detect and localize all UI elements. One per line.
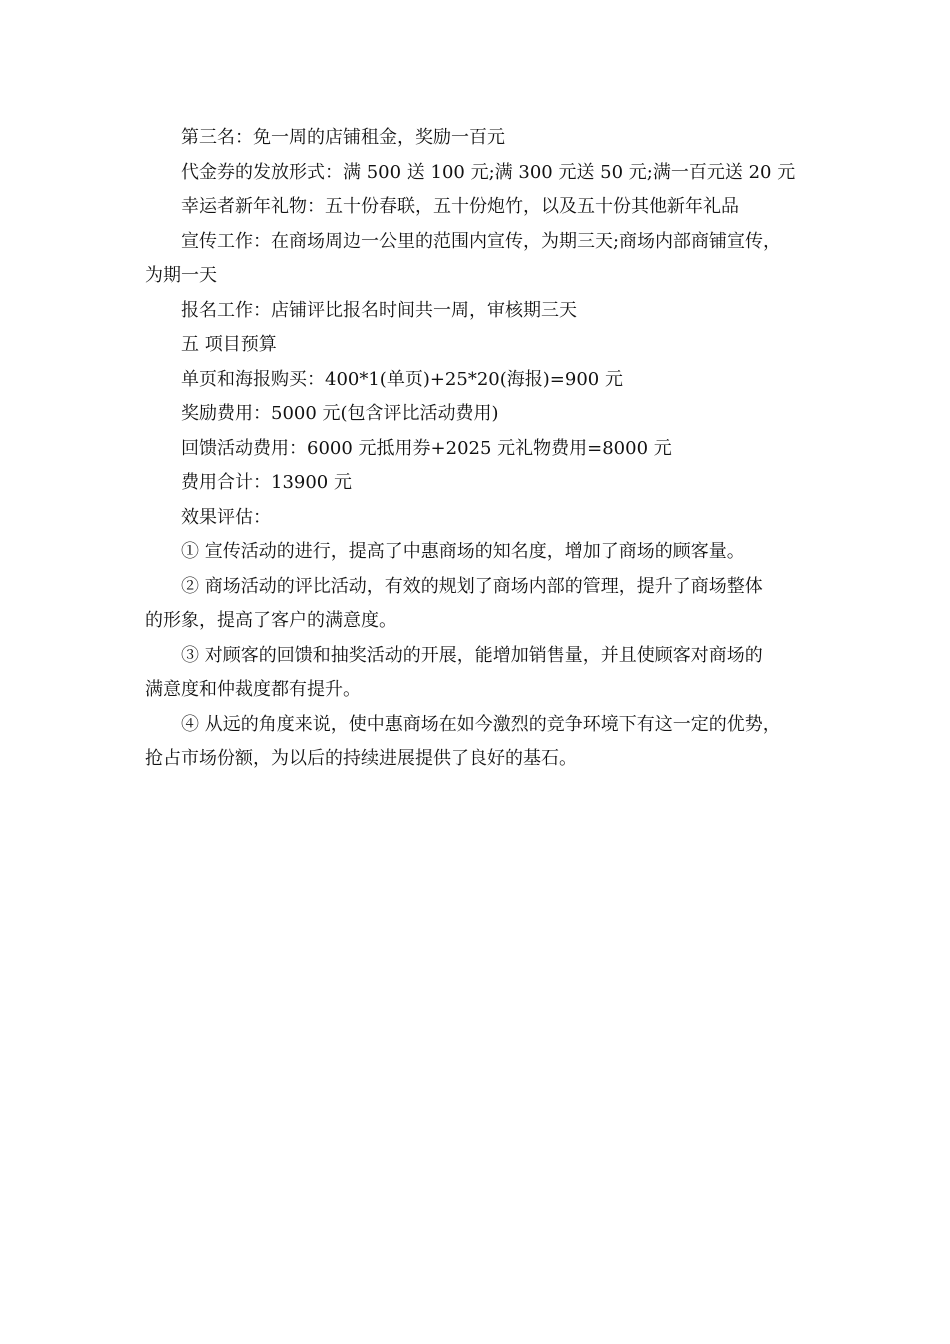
- paragraph-line: 幸运者新年礼物：五十份春联，五十份炮竹，以及五十份其他新年礼品: [181, 196, 739, 217]
- paragraph-line-continued: 的形象，提高了客户的满意度。: [145, 610, 397, 631]
- paragraph-line: 费用合计：13900 元: [181, 472, 352, 493]
- paragraph-line: ④ 从远的角度来说，使中惠商场在如今激烈的竞争环境下有这一定的优势，: [181, 713, 781, 735]
- paragraph-line: ① 宣传活动的进行，提高了中惠商场的知名度，增加了商场的顾客量。: [181, 541, 745, 562]
- paragraph-evaluation-item-1: [145, 535, 815, 570]
- paragraph-registration-work: [145, 294, 815, 329]
- paragraph-promotion-work: [145, 225, 815, 294]
- paragraph-line-continued: 抢占市场份额，为以后的持续进展提供了良好的基石。: [145, 748, 577, 769]
- paragraph-evaluation-heading: [145, 501, 815, 536]
- paragraph-line-continued: 满意度和仲裁度都有提升。: [145, 679, 361, 700]
- paragraph-reward-cost: [145, 397, 815, 432]
- paragraph-leaflet-cost: [145, 363, 815, 398]
- paragraph-line: ③ 对顾客的回馈和抽奖活动的开展，能增加销售量，并且使顾客对商场的: [181, 644, 763, 666]
- paragraph-line: 宣传工作：在商场周边一公里的范围内宣传，为期三天;商场内部商铺宣传，: [181, 230, 782, 252]
- paragraph-evaluation-item-4: [145, 708, 815, 777]
- paragraph-line: 报名工作：店铺评比报名时间共一周，审核期三天: [181, 299, 577, 321]
- paragraph-voucher-distribution: [145, 156, 815, 191]
- paragraph-feedback-cost: [145, 432, 815, 467]
- paragraph-line: 回馈活动费用：6000 元抵用券+2025 元礼物费用=8000 元: [181, 437, 672, 459]
- paragraph-line: ② 商场活动的评比活动，有效的规划了商场内部的管理，提升了商场整体: [181, 575, 763, 597]
- section-heading-budget: [145, 328, 815, 363]
- paragraph-evaluation-item-3: [145, 639, 815, 708]
- paragraph-total-cost: [145, 466, 815, 501]
- document-body: [145, 121, 815, 777]
- paragraph-line: 代金券的发放形式：满 500 送 100 元;满 300 元送 50 元;满一百元送 20 元: [181, 161, 796, 183]
- paragraph-line: 效果评估：: [181, 506, 271, 528]
- paragraph-line: 第三名：免一周的店铺租金，奖励一百元: [181, 127, 505, 148]
- paragraph-evaluation-item-2: [145, 570, 815, 639]
- paragraph-lucky-gift: [145, 190, 815, 225]
- paragraph-line: 单页和海报购买：400*1(单页)+25*20(海报)=900 元: [181, 368, 623, 390]
- paragraph-line: 奖励费用：5000 元(包含评比活动费用): [181, 403, 499, 424]
- paragraph-third-prize: [145, 121, 815, 156]
- paragraph-line-continued: 为期一天: [145, 265, 217, 286]
- section-heading: 五 项目预算: [181, 334, 277, 355]
